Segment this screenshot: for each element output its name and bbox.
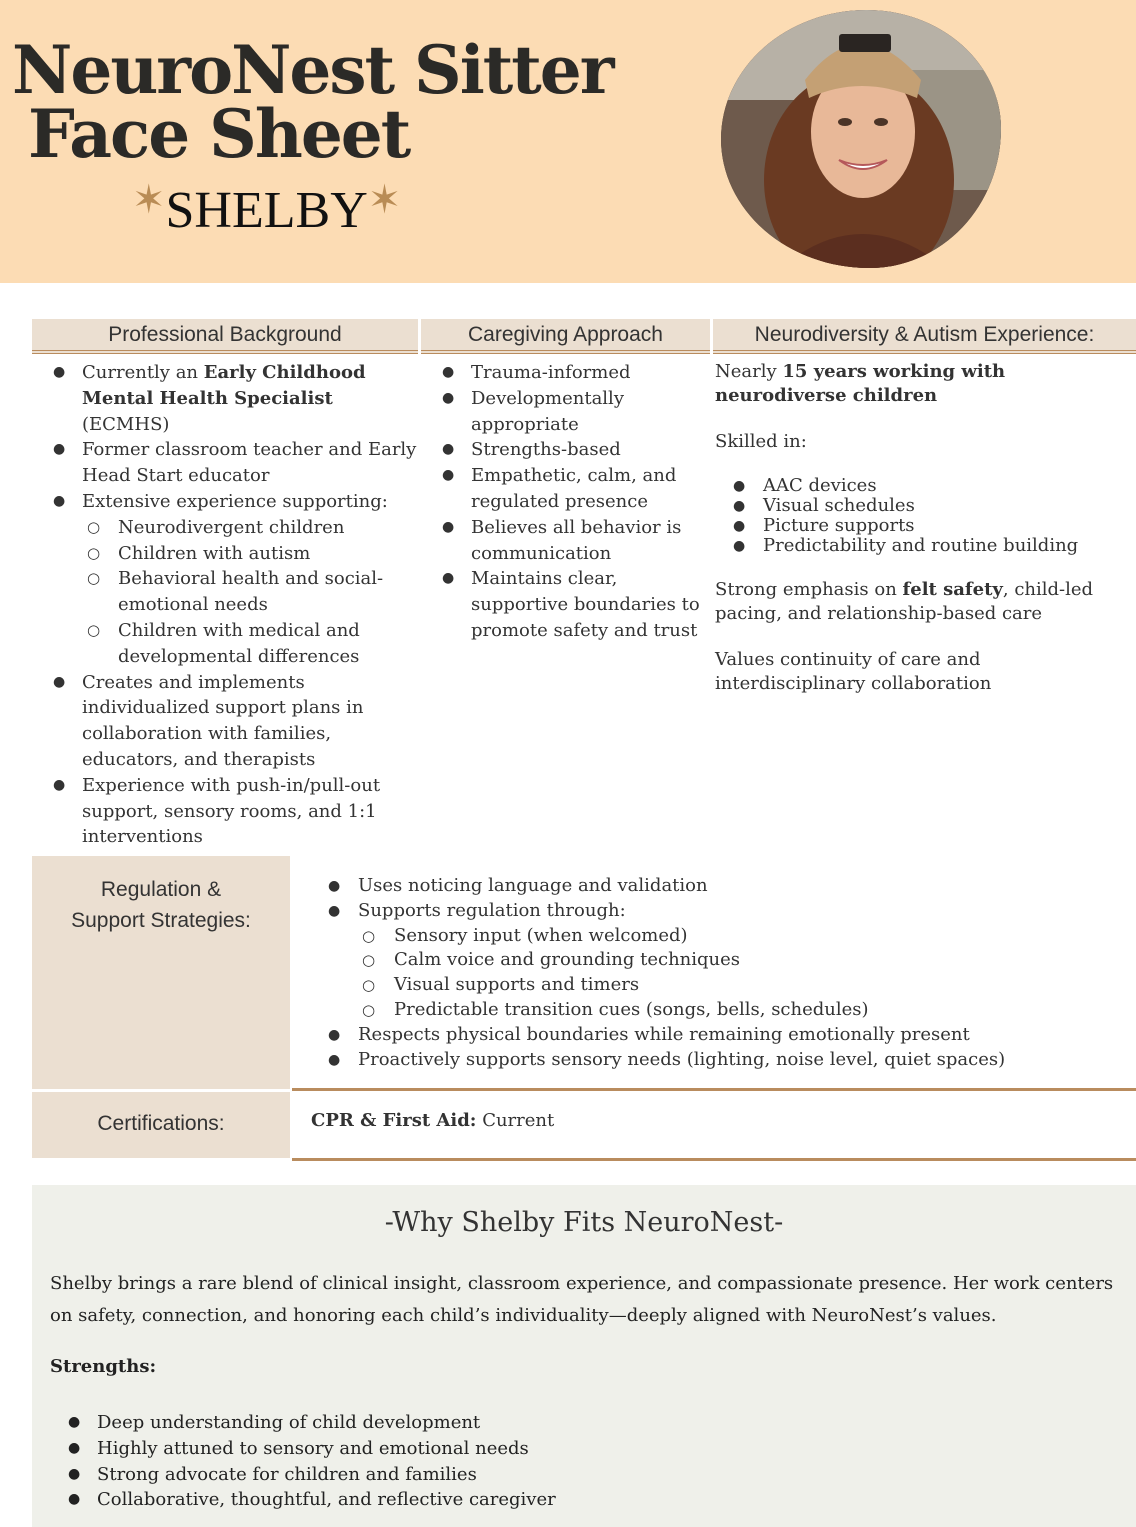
- divider: [292, 1088, 1136, 1091]
- list-item: ● Strong advocate for children and families: [68, 1462, 556, 1488]
- list-item: ● Supports regulation through:: [328, 899, 1005, 924]
- regulation-strategies-list: [328, 874, 1005, 1072]
- why-text: Shelby brings a rare blend of clinical insight, classroom experience, and compassionate presence. Her work centers on safety, connection, and honoring each child’s individuality—deeply aligned with NeuroNest’s values.: [50, 1273, 1114, 1326]
- caregiving-approach-list: [442, 360, 706, 644]
- list-item: ● Uses noticing language and validation: [328, 874, 1005, 899]
- list-item: ● Trauma-informed: [442, 360, 706, 386]
- sub-list-item: ○ Children with medical and developmental differences: [53, 618, 418, 670]
- list-item: ● Respects physical boundaries while remaining emotionally present: [328, 1023, 1005, 1048]
- why-section: [32, 1185, 1136, 1527]
- regulation-label: Regulation & Support Strategies:: [32, 856, 290, 1089]
- list-item: ● Deep understanding of child development: [68, 1410, 556, 1436]
- title-line-1: NeuroNest Sitter: [12, 31, 613, 109]
- list-item: ● Maintains clear, supportive boundaries to promote safety and trust: [442, 566, 706, 643]
- list-item: ● Creates and implements individualized support plans in collaboration with families, educators, and therapists: [53, 670, 418, 773]
- professional-background-list: [53, 360, 418, 850]
- certifications-label: Certifications:: [32, 1092, 290, 1158]
- portrait-illustration: [721, 10, 1001, 268]
- list-item: ● Extensive experience supporting:: [53, 489, 418, 515]
- sub-list-item: ○ Predictable transition cues (songs, bells, schedules): [328, 998, 1005, 1023]
- list-item: ● Strengths-based: [442, 437, 706, 463]
- profile-photo: [721, 10, 1001, 268]
- neurodiversity-content: [715, 360, 1136, 696]
- sub-list-item: ○ Behavioral health and social-emotional needs: [53, 566, 418, 618]
- strengths-list: [68, 1410, 556, 1513]
- list-item: ● AAC devices: [715, 476, 1136, 496]
- neurodiversity-heading: Neurodiversity & Autism Experience:: [713, 319, 1136, 354]
- skilled-in-label: Skilled in:: [715, 431, 807, 452]
- name-text: SHELBY: [165, 182, 368, 239]
- list-item: ● Visual schedules: [715, 496, 1136, 516]
- certifications-value: CPR & First Aid: Current: [311, 1110, 555, 1131]
- why-title: -Why Shelby Fits NeuroNest-: [384, 1207, 784, 1238]
- strengths-label: Strengths:: [50, 1356, 157, 1377]
- list-item: ● Collaborative, thoughtful, and reflective caregiver: [68, 1487, 556, 1513]
- sitter-name: [132, 176, 401, 240]
- sub-list-item: ○ Children with autism: [53, 541, 418, 567]
- sub-list-item: ○ Calm voice and grounding techniques: [328, 948, 1005, 973]
- list-item: ● Empathetic, calm, and regulated presence: [442, 463, 706, 515]
- felt-safety-text: Strong emphasis on felt safety, child-led pacing, and relationship-based care: [715, 579, 1094, 624]
- sub-list-item: ○ Sensory input (when welcomed): [328, 924, 1005, 949]
- sub-list-item: ○ Visual supports and timers: [328, 973, 1005, 998]
- skills-list: [715, 476, 1136, 556]
- list-item: ● Developmentally appropriate: [442, 386, 706, 438]
- page-title: [12, 31, 613, 173]
- list-item: ● Experience with push-in/pull-out support, sensory rooms, and 1:1 interventions: [53, 773, 418, 850]
- list-item: ● Former classroom teacher and Early Head Start educator: [53, 437, 418, 489]
- professional-background-heading: Professional Background: [32, 319, 418, 354]
- list-item: ● Proactively supports sensory needs (lighting, noise level, quiet spaces): [328, 1048, 1005, 1073]
- list-item: ● Currently an Early Childhood Mental Health Specialist (ECMHS): [53, 360, 418, 437]
- list-item: ● Picture supports: [715, 516, 1136, 536]
- list-item: ● Predictability and routine building: [715, 536, 1136, 556]
- divider: [292, 1158, 1136, 1161]
- list-item: ● Highly attuned to sensory and emotional needs: [68, 1436, 556, 1462]
- star-icon-right: ✶: [367, 177, 402, 222]
- caregiving-approach-heading: Caregiving Approach: [421, 319, 710, 354]
- continuity-text: Values continuity of care and interdisciplinary collaboration: [715, 649, 992, 694]
- sub-list-item: ○ Neurodivergent children: [53, 515, 418, 541]
- star-icon-left: ✶: [132, 177, 166, 222]
- header-banner: [0, 0, 1136, 283]
- list-item: ● Believes all behavior is communication: [442, 515, 706, 567]
- title-line-2: Face Sheet: [28, 95, 410, 173]
- experience-years: Nearly 15 years working with neurodiverse children: [715, 361, 1006, 406]
